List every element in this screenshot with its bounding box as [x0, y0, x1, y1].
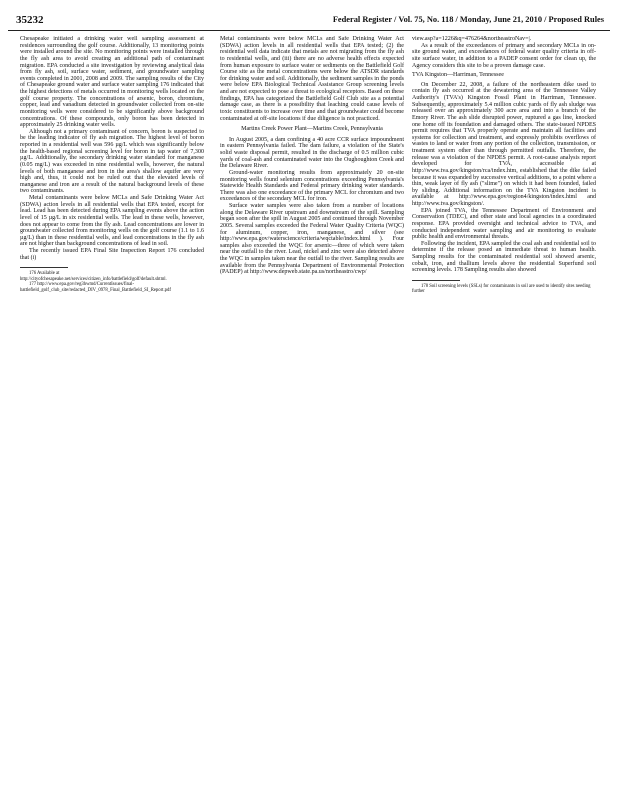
- page-header: [8, 14, 610, 28]
- paragraph: Ground-water monitoring results from approximately 20 on-site monitoring wells found selenium concentrations exceeding Pennsylvania's Statewide Health Standards and Federal primary drinking water standards. There was also one exceedance of the primary MCL for chromium and two exceedances of the secondary MCL for iron.: [220, 169, 404, 203]
- paragraph: Although not a primary contaminant of concern, boron is suspected to be the leading indicator of fly ash migration. The highest level of boron reported in a residential well was 596 µg/L which was significantly below the health-based regional screening level for boron in tap water of 7,300 µg/L. Additionally, the secondary drinking water standard for manganese (0.05 mg/L) was exceeded in nine residential wells, however, the natural levels of both manganese and iron in the area's shallow aquifer are very high and, thus, it could not be ruled out that the elevated levels of manganese and iron are a result of the natural background levels of these two contaminants.: [20, 128, 204, 195]
- paragraph: On December 22, 2008, a failure of the northeastern dike used to contain fly ash occurred at the dewatering area of the Tennessee Valley Authority's (TVA's) Kingston Fossil Plant in Harriman, Tennessee. Subsequently, approximately 5.4 million cubic yards of fly ash sludge was released over an approximately 300 acre area and into a branch of the Emory River. The ash slide disrupted power, ruptured a gas line, knocked one home off its foundation and damaged others. The state-issued NPDES permit requires that TVA properly operate and maintain all facilities and systems for collection and treatment, and expressly prohibits overflows of wastes to land or water from any portion of the collection, transmission, or treatment system other than through permitted outfalls. Therefore, the release was a violation of the NPDES permit. A root-cause analysis report developed for TVA, accessible at http://www.tva.gov/kingston/rca/index.htm, established that the dike failed because it was expanded by successive vertical additions, to a point where a thin, weak layer of fly ash ("slime") on which it had been founded, failed by sliding. Additional information on the TVA Kingston incident is available at http://www.epa.gov/region4/kingston/index.html and http://www.tva.gov/kingston/.: [412, 81, 596, 207]
- paragraph: EPA joined TVA, the Tennessee Department of Environment and Conservation (TDEC), and other state and local agencies in a coordinated response. EPA provided oversight and technical advice to TVA, and conducted independent water sampling and air monitoring to evaluate public health and environmental threats.: [412, 207, 596, 241]
- column-middle: [220, 36, 404, 780]
- running-head: Federal Register / Vol. 75, No. 118 / Monday, June 21, 2010 / Proposed Rules: [332, 15, 604, 24]
- paragraph: view.asp?a=1226&q=476264&northeastroNav=|.: [412, 36, 532, 42]
- column-right: [412, 36, 596, 780]
- section-heading: TVA Kingston—Harriman, Tennessee: [412, 72, 504, 79]
- page-number: 35232: [16, 14, 44, 26]
- footnote: 178 Soil screening levels (SSLs) for contaminants in soil are used to identify sites needing further: [412, 283, 591, 295]
- paragraph: Surface water samples were also taken from a number of locations along the Delaware River upstream and downstream of the spill. Sampling began soon after the spill in August 2005 and continued through November 2005. Several samples exceeded the Federal Water Quality Criteria (WQC) for aluminum, copper, iron, manganese, and silver (see http://www.epa.gov/waterscience/criteria/wqctable/index.html ). Four samples also exceeded the WQC for arsenic—three of which were taken near the outfall to the river. Lead, nickel and zinc were also detected above the WQC in samples taken near the outfall to the river. Sampling results are available from the Pennsylvania Department of Environmental Protection (PADEP) at http://www.depweb.state.pa.us/northeastro/cwp/: [220, 203, 404, 276]
- paragraph: The recently issued EPA Final Site Inspection Report 176 concluded that (i): [20, 248, 204, 261]
- footnote: 176 Available at http://cityofchesapeake.net/services/citizen_info/battlefield/golf/default.shtml.: [20, 271, 167, 282]
- paragraph: Chesapeake initiated a drinking water well sampling assessment at residences surrounding the golf course. Additionally, 13 monitoring points were installed around the site. No monitoring points were installed through the fly ash area to avoid creating an additional path of contaminant migration. EPA conducted a site investigation by reviewing analytical data from fly ash, soil, surface water, sediment, and groundwater sampling events completed in 2001, 2008 and 2009. The sampling results of the City of Chesapeake ground water and surface water sampling 176 indicated that the highest detections of metals occurred in monitoring wells located on the golf course property. The concentrations of arsenic, boron, chromium, copper, lead and vanadium detected in groundwater collected from on-site monitoring wells were considered to be significantly above background concentrations. Of these compounds, only boron has been detected in approximately 25 drinking water wells.: [20, 36, 204, 129]
- header-rule: [8, 30, 610, 31]
- section-heading: Martins Creek Power Plant—Martins Creek, Pennsylvania: [241, 126, 383, 133]
- footnote-rule: [412, 280, 460, 281]
- paragraph: Metal contaminants were below MCLs and Safe Drinking Water Act (SDWA) action levels in all residential wells that EPA tested; (2) the residential well data indicate that metals are not migrating from the fly ash to residential wells, and (iii) there are no adverse health effects expected from human exposure to surface water or sediments on the Battlefield Golf Course site as the metal concentrations were below the ATSDR standards for drinking water and soil. Additionally, the sediment samples in the ponds were below EPA Biological Technical Assistance Group screening levels and are not expected to pose a threat to ecological receptors. Based on these findings, EPA has categorized the Battlefield Golf Club site as a potential damage case, as there is a possibility that leaching could cause levels of toxic constituents to increase over time and that groundwater could become contaminated at off-site locations if due diligence is not practiced.: [220, 36, 404, 122]
- footnote: 177 http://www.epa.gov/reg3hwmd/CurrentIssues/final-battlefield_golf_club_site/redacted_DIV_0978_Final_Battlefield_SI_Report.pdf: [20, 282, 171, 293]
- paragraph: As a result of the exceedances of primary and secondary MCLs in on-site ground water, and exceedances of federal water quality criteria in off-site surface water, in addition to a PADEP consent order for clean up, the Agency considers this site to be a proven damage case.: [412, 42, 596, 69]
- footnote-rule: [20, 267, 68, 268]
- paragraph: Metal contaminants were below MCLs and Safe Drinking Water Act (SDWA) action levels in all residential wells that EPA tested, except for lead. Lead has been detected during EPA sampling events above the action level of 15 µg/L in six residential wells. The lead in these wells, however, does not appear to come from the fly ash. Lead concentrations are lower in groundwater collected from monitoring wells on the golf course (1.1 to 1.6 µg/L) than in these residential wells, and lead concentrations in the fly ash are not higher than background concentrations of lead in soil.: [20, 195, 204, 248]
- paragraph: Following the incident, EPA sampled the coal ash and residential soil to determine if the release posed an immediate threat to human health. Sampling results for the contaminated residential soil showed arsenic, cobalt, iron, and thallium levels above the residential Superfund soil screening levels. 178 Sampling results also showed: [412, 240, 596, 274]
- paragraph: In August 2005, a dam confining a 40 acre CCR surface impoundment in eastern Pennsylvania failed. The dam failure, a violation of the State's solid waste disposal permit, resulted in the discharge of 0.5 million cubic yards of coal-ash and contaminated water into the Oughoughton Creek and the Delaware River.: [220, 136, 404, 170]
- column-left: [20, 36, 204, 780]
